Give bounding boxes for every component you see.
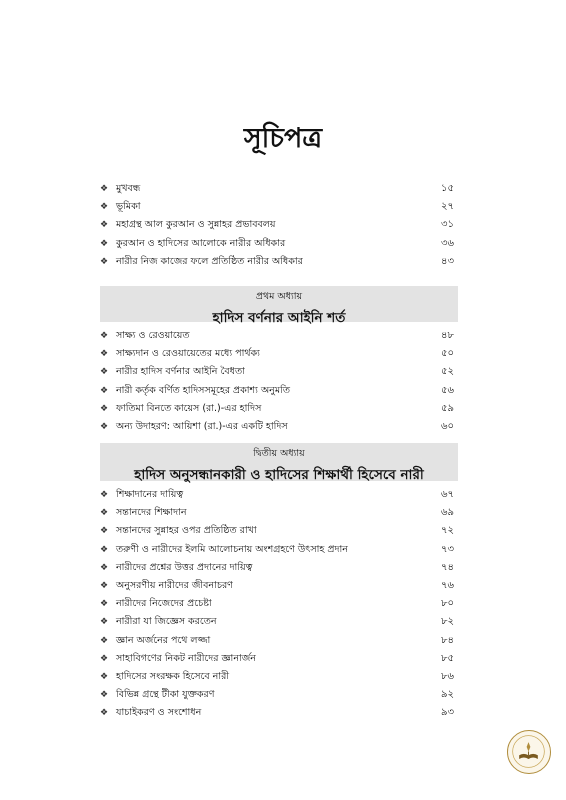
ornament-bullet-icon: ❖ [100,349,109,360]
book-emblem-icon [508,731,549,772]
ornament-bullet-icon: ❖ [100,202,109,213]
ornament-bullet-icon: ❖ [100,708,109,719]
list-item: ❖ সাক্ষ্যদান ও রেওয়ায়েতের মধ্যে পার্থক্য ৫০ [100,345,458,363]
ornament-bullet-icon: ❖ [100,526,109,537]
list-item: ❖ নারীদের নিজেদের প্রচেষ্টা ৮০ [100,595,458,613]
ornament-bullet-icon: ❖ [100,671,109,682]
list-item: ❖ মহাগ্রন্থ আল কুরআন ও সুন্নাহর প্রভাববলয় ৩১ [100,216,458,234]
chapter1-list [100,327,458,436]
chapter-subtitle: দ্বিতীয় অধ্যায় [253,448,305,459]
ornament-bullet-icon: ❖ [100,403,109,414]
list-item: ❖ তরুণী ও নারীদের ইলমি আলোচনায় অংশগ্রহণে উৎসাহ প্রদান ৭৩ [100,541,458,559]
list-item: ❖ নারীর হাদিস বর্ণনার আইনি বৈধতা ৫২ [100,363,458,381]
chapter-header [100,286,458,326]
book-emblem-icon [507,730,551,774]
list-item: ❖ কুরআন ও হাদিসের আলোকে নারীর অধিকার ৩৬ [100,235,458,253]
intro-list [100,180,458,271]
chapter-subtitle: প্রথম অধ্যায় [255,291,303,302]
list-item: ❖ ভূমিকা ২৭ [100,198,458,216]
ornament-bullet-icon: ❖ [100,490,109,500]
list-item: ❖ নারীদের প্রশ্নের উত্তর প্রদানের দায়িত্ব ৭৪ [100,559,458,577]
list-item: ❖ যাচাইকরণ ও সংশোধন ৯৩ [100,704,458,722]
list-item: ❖ নারীর নিজ কাজের ফলে প্রতিষ্ঠিত নারীর অধিকার ৪৩ [100,253,458,271]
list-item: ❖ ফাতিমা বিনতে কায়েস (রা.)-এর হাদিস ৫৯ [100,400,458,418]
list-item: ❖ বিভিন্ন গ্রন্থে টীকা যুক্তকরণ ৯২ [100,686,458,704]
chapter2-list [100,486,458,722]
chapter-header [100,443,458,481]
list-item: ❖ সাক্ষ্য ও রেওয়ায়েত ৪৮ [100,327,458,345]
chapter-heading: হাদিস বর্ণনার আইনি শর্ত [212,310,346,326]
ornament-bullet-icon: ❖ [100,508,109,519]
list-item: ❖ অনুসরণীয় নারীদের জীবনাচরণ ৭৬ [100,577,458,595]
page-title: সূচিপত্র [243,123,323,154]
ornament-bullet-icon: ❖ [100,220,109,231]
list-item: ❖ নারী কর্তৃক বর্ণিত হাদিসসমূহের প্রকাশ্য অনুমতি ৫৬ [100,382,458,400]
ornament-bullet-icon: ❖ [100,599,109,610]
list-item: ❖ শিক্ষাদানের দায়িত্ব ৬৭ [100,486,458,504]
ornament-bullet-icon: ❖ [100,580,109,591]
ornament-bullet-icon: ❖ [100,635,109,646]
ornament-bullet-icon: ❖ [100,544,109,555]
ornament-bullet-icon: ❖ [100,653,109,664]
list-item: ❖ সাহাবিগণের নিকট নারীদের জ্ঞানার্জন ৮৫ [100,650,458,668]
list-item: ❖ হাদিসের সংরক্ষক হিসেবে নারী ৮৬ [100,668,458,686]
ornament-bullet-icon: ❖ [100,238,109,249]
list-item: ❖ জ্ঞান অর্জনের পথে লজ্জা ৮৪ [100,632,458,650]
ornament-bullet-icon: ❖ [100,617,109,628]
list-item: ❖ সন্তানদের শিক্ষাদান ৬৯ [100,504,458,522]
ornament-bullet-icon: ❖ [100,256,109,267]
list-item: ❖ সন্তানদের সুন্নাহর ওপর প্রতিষ্ঠিত রাখা ৭২ [100,522,458,540]
ornament-bullet-icon: ❖ [100,331,109,341]
list-item: ❖ অন্য উদাহরণ: আয়িশা (রা.)-এর একটি হাদিস ৬০ [100,418,458,436]
ornament-bullet-icon: ❖ [100,385,109,396]
ornament-bullet-icon: ❖ [100,184,109,194]
ornament-bullet-icon: ❖ [100,367,109,378]
chapter-heading: হাদিস অনুসন্ধানকারী ও হাদিসের শিক্ষার্থী হিসেবে নারী [134,467,424,483]
list-item: ❖ নারীরা যা জিজ্ঞেস করতেন ৮২ [100,613,458,631]
list-item: ❖ মুখবন্ধ ১৫ [100,180,458,198]
ornament-bullet-icon: ❖ [100,562,109,573]
ornament-bullet-icon: ❖ [100,421,109,432]
ornament-bullet-icon: ❖ [100,690,109,701]
